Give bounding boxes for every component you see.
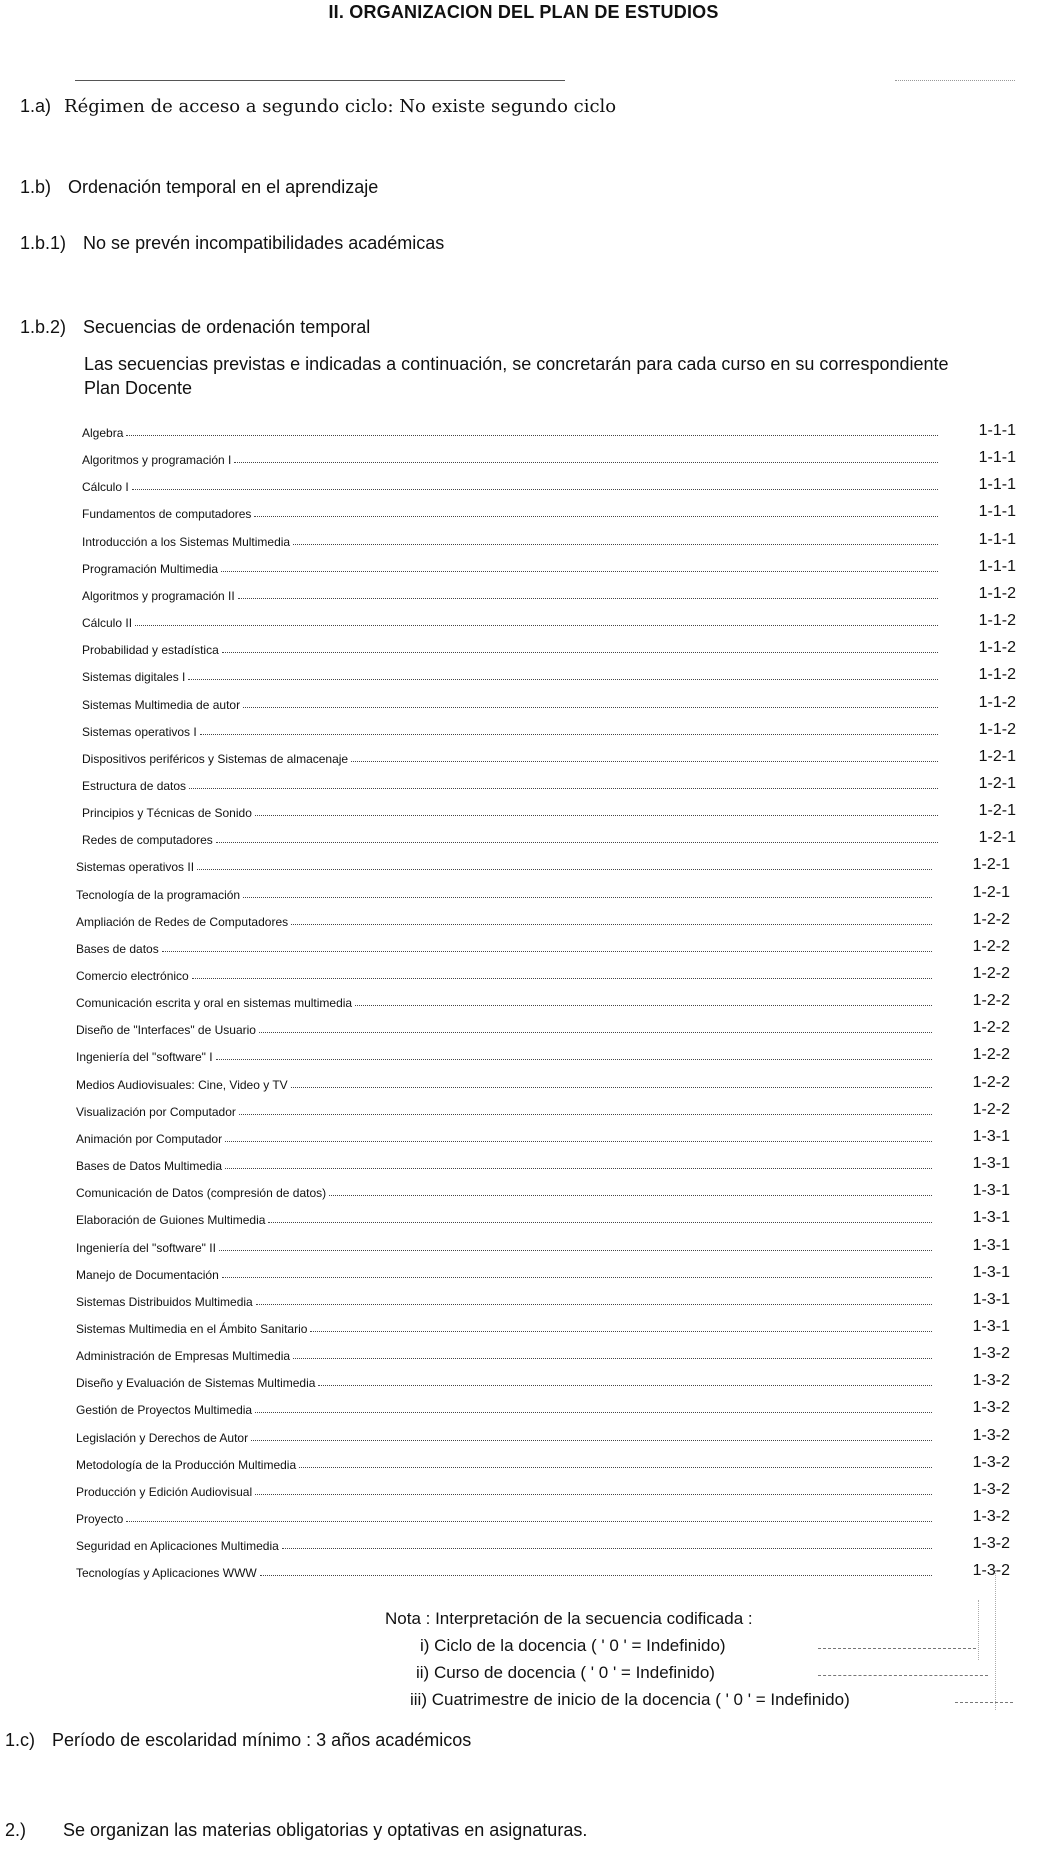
sequence-code: 1-3-2 [972, 1480, 1010, 1498]
item-1b [20, 177, 378, 198]
sequence-code: 1-3-2 [972, 1562, 1010, 1580]
leader-dots [255, 1412, 932, 1413]
sequence-code: 1-3-1 [972, 1182, 1010, 1200]
sequence-code: 1-1-1 [978, 557, 1016, 575]
sequence-row [76, 1017, 1010, 1037]
sequence-code: 1-3-2 [972, 1345, 1010, 1363]
leader-dots [268, 1222, 932, 1223]
subject-name: Algoritmos y programación I [82, 453, 232, 468]
item-1a-number: 1.a) [20, 96, 52, 116]
leader-dots [254, 516, 938, 517]
sequence-code: 1-2-1 [978, 747, 1016, 765]
sequence-code: 1-3-1 [972, 1317, 1010, 1335]
section-title: II. ORGANIZACION DEL PLAN DE ESTUDIOS [328, 2, 719, 22]
sequence-code: 1-3-2 [972, 1399, 1010, 1417]
sequence-row [76, 1452, 1010, 1472]
leader-dots [243, 897, 932, 898]
subject-name: Principios y Técnicas de Sonido [82, 806, 252, 821]
leader-dots [243, 707, 938, 708]
leader-dots [256, 1304, 932, 1305]
sequence-code: 1-3-1 [972, 1290, 1010, 1308]
item-1b2-text: Secuencias de ordenación temporal [83, 317, 371, 337]
sequence-code: 1-1-1 [978, 422, 1016, 439]
sequence-row [76, 854, 1010, 874]
sequence-code: 1-2-2 [972, 1100, 1010, 1118]
item-1b-text: Ordenación temporal en el aprendizaje [68, 177, 379, 197]
leader-dots [259, 1032, 932, 1033]
item-1c-text: Período de escolaridad mínimo : 3 años académicos [52, 1730, 472, 1750]
subject-name: Administración de Empresas Multimedia [76, 1349, 291, 1364]
scan-mark-2 [995, 1570, 996, 1710]
sequence-code: 1-1-2 [978, 693, 1016, 711]
leader-dots [329, 1195, 932, 1196]
leader-dots [189, 788, 938, 789]
sequence-code: 1-3-1 [972, 1209, 1010, 1227]
sequence-row [76, 1343, 1010, 1363]
subject-name: Cálculo I [82, 480, 129, 495]
faint-rule-right [895, 80, 1015, 81]
leader-dots [192, 978, 932, 979]
sequence-code: 1-2-2 [972, 910, 1010, 928]
sequence-code: 1-1-1 [978, 530, 1016, 548]
leader-dots [162, 951, 932, 952]
leader-dots [221, 571, 938, 572]
leader-dots [310, 1331, 932, 1332]
sequence-code: 1-3-2 [972, 1453, 1010, 1471]
sequence-row [76, 1316, 1010, 1336]
sequence-code: 1-3-2 [972, 1372, 1010, 1390]
sequence-code: 1-3-1 [972, 1263, 1010, 1281]
sequence-row [82, 773, 1016, 793]
subject-name: Algoritmos y programación II [82, 588, 235, 603]
sequence-row [76, 1506, 1010, 1526]
sequence-row [82, 420, 1016, 440]
sequence-code: 1-2-1 [978, 802, 1016, 820]
sequence-row [82, 610, 1016, 630]
item-2-text: Se organizan las materias obligatorias y optativas en asignaturas. [63, 1820, 588, 1840]
sequence-row [76, 1370, 1010, 1390]
subject-name: Elaboración de Guiones Multimedia [76, 1213, 266, 1228]
sequence-code: 1-2-2 [972, 992, 1010, 1010]
leader-dots [234, 462, 938, 463]
subject-name: Sistemas Multimedia en el Ámbito Sanitario [76, 1321, 308, 1336]
sequence-row [76, 882, 1010, 902]
sequence-row [76, 963, 1010, 983]
leader-dots [355, 1005, 932, 1006]
item-2 [5, 1820, 587, 1841]
sequence-code: 1-2-2 [972, 1073, 1010, 1091]
sequence-code: 1-1-2 [978, 639, 1016, 657]
note-item-ii: ii) Curso de docencia ( ' 0 ' = Indefinido) [416, 1663, 715, 1682]
leader-dots [282, 1548, 932, 1549]
note-heading: Nota : Interpretación de la secuencia codificada : [385, 1609, 753, 1628]
sequence-row [76, 1397, 1010, 1417]
sequence-code: 1-2-1 [978, 829, 1016, 847]
subject-name: Estructura de datos [82, 778, 187, 793]
leader-dots [255, 815, 938, 816]
leader-dots [188, 679, 938, 680]
scan-mark-1 [978, 1600, 979, 1660]
sequence-code: 1-3-1 [972, 1236, 1010, 1254]
sequence-row [76, 1425, 1010, 1445]
leader-dots [318, 1385, 932, 1386]
sequence-intro-line-1: Las secuencias previstas e indicadas a continuación, se concretarán para cada curso en su correspondiente [84, 354, 949, 374]
subject-name: Comunicación escrita y oral en sistemas multimedia [76, 996, 353, 1011]
sequence-code: 1-3-2 [972, 1535, 1010, 1553]
leader-dots [293, 1358, 932, 1359]
sequence-code: 1-2-2 [972, 937, 1010, 955]
subject-name: Metodología de la Producción Multimedia [76, 1457, 297, 1472]
sequence-code: 1-1-2 [978, 612, 1016, 630]
leader-dots [291, 924, 932, 925]
subject-name: Manejo de Documentación [76, 1267, 219, 1282]
subject-name: Diseño y Evaluación de Sistemas Multimedia [76, 1376, 316, 1391]
subject-name: Ampliación de Redes de Computadores [76, 914, 289, 929]
sequence-row [76, 909, 1010, 929]
sequence-row [82, 447, 1016, 467]
sequence-code: 1-2-1 [972, 856, 1010, 874]
note-line-i [818, 1648, 976, 1649]
leader-dots [126, 1521, 932, 1522]
leader-dots [200, 734, 938, 735]
sequence-row [76, 1099, 1010, 1119]
subject-name: Bases de Datos Multimedia [76, 1159, 223, 1174]
subject-name: Probabilidad y estadística [82, 643, 219, 658]
sequence-row [76, 1235, 1010, 1255]
item-2-number: 2.) [5, 1820, 27, 1840]
sequence-row [76, 1072, 1010, 1092]
sequence-code: 1-1-1 [978, 503, 1016, 521]
subject-name: Sistemas digitales I [82, 670, 186, 685]
leader-dots [293, 544, 938, 545]
subject-name: Producción y Edición Audiovisual [76, 1484, 253, 1499]
sequence-row [82, 692, 1016, 712]
sequence-code: 1-1-1 [978, 476, 1016, 494]
leader-dots [291, 1087, 932, 1088]
item-1b1-text: No se prevén incompatibilidades académicas [83, 233, 445, 253]
item-1a [20, 96, 616, 117]
leader-dots [351, 761, 938, 762]
sequence-code: 1-2-2 [972, 965, 1010, 982]
sequence-code: 1-2-1 [978, 774, 1016, 792]
item-1c [5, 1730, 471, 1751]
note-line-ii [818, 1675, 988, 1676]
leader-dots [126, 435, 938, 436]
item-1b2 [20, 317, 370, 338]
sequence-row [82, 637, 1016, 657]
subject-name: Sistemas operativos I [82, 724, 197, 739]
item-1b1-number: 1.b.1) [20, 233, 67, 253]
subject-name: Sistemas operativos II [76, 860, 195, 875]
leader-dots [222, 652, 938, 653]
subject-name: Fundamentos de computadores [82, 507, 252, 522]
sequence-row [82, 800, 1016, 820]
item-1b2-number: 1.b.2) [20, 317, 67, 337]
leader-dots [251, 1440, 932, 1441]
subject-name: Animación por Computador [76, 1131, 223, 1146]
sequence-code: 1-2-2 [972, 1046, 1010, 1064]
leader-dots [239, 1114, 932, 1115]
subject-name: Medios Audiovisuales: Cine, Video y TV [76, 1077, 288, 1092]
sequence-code: 1-3-1 [972, 1155, 1010, 1173]
sequence-code: 1-1-2 [978, 584, 1016, 602]
subject-name: Comunicación de Datos (compresión de datos) [76, 1186, 327, 1201]
sequence-row [76, 990, 1010, 1010]
sequence-code: 1-1-2 [978, 666, 1016, 684]
sequence-row [76, 1262, 1010, 1282]
subject-name: Diseño de "Interfaces" de Usuario [76, 1023, 256, 1038]
note-item-iii: iii) Cuatrimestre de inicio de la docencia ( ' 0 ' = Indefinido) [410, 1690, 850, 1709]
sequence-code: 1-2-2 [972, 1019, 1010, 1037]
leader-dots [135, 625, 938, 626]
subject-name: Comercio electrónico [76, 969, 189, 983]
sequence-code: 1-1-1 [978, 449, 1016, 467]
leader-dots [238, 598, 938, 599]
sequence-row [76, 1126, 1010, 1146]
subject-name: Sistemas Multimedia de autor [82, 697, 241, 712]
leader-dots [219, 1250, 932, 1251]
subject-name: Tecnologías y Aplicaciones WWW [76, 1566, 257, 1581]
sequence-code: 1-3-1 [972, 1127, 1010, 1145]
sequence-row [82, 746, 1016, 766]
subject-name: Legislación y Derechos de Autor [76, 1430, 249, 1445]
sequence-code: 1-3-2 [972, 1426, 1010, 1444]
sequence-code: 1-3-2 [972, 1508, 1010, 1525]
leader-dots [299, 1467, 932, 1468]
sequence-row [82, 556, 1016, 576]
subject-name: Seguridad en Aplicaciones Multimedia [76, 1539, 279, 1554]
sequence-row [76, 1289, 1010, 1309]
sequence-row [76, 1533, 1010, 1553]
subject-name: Sistemas Distribuidos Multimedia [76, 1294, 253, 1309]
sequence-row [82, 719, 1016, 739]
sequence-row [76, 936, 1010, 956]
sequence-row [76, 1044, 1010, 1064]
item-1a-text: Régimen de acceso a segundo ciclo: No existe segundo ciclo [64, 96, 617, 117]
subject-name: Algebra [82, 426, 124, 440]
sequence-intro-line-2: Plan Docente [84, 378, 193, 398]
note-line-iii [955, 1702, 1013, 1703]
subject-name: Cálculo II [82, 616, 133, 631]
sequence-row [82, 664, 1016, 684]
leader-dots [225, 1168, 932, 1169]
sequence-code: 1-2-1 [972, 883, 1010, 901]
leader-dots [260, 1575, 932, 1576]
subject-name: Tecnología de la programación [76, 887, 241, 902]
subject-name: Ingeniería del "software" I [76, 1050, 213, 1065]
leader-dots [197, 869, 932, 870]
sequence-row [76, 1153, 1010, 1173]
leader-dots [216, 842, 938, 843]
subject-name: Programación Multimedia [82, 561, 219, 576]
sequence-row [76, 1180, 1010, 1200]
title-underline [75, 80, 565, 81]
subject-name: Gestión de Proyectos Multimedia [76, 1403, 253, 1418]
subject-name: Dispositivos periféricos y Sistemas de almacenaje [82, 751, 349, 766]
sequence-row [76, 1207, 1010, 1227]
sequence-row [82, 827, 1016, 847]
leader-dots [222, 1277, 932, 1278]
subject-name: Redes de computadores [82, 833, 213, 848]
item-1b1 [20, 233, 444, 254]
subject-name: Introducción a los Sistemas Multimedia [82, 534, 291, 549]
subject-name: Bases de datos [76, 941, 159, 956]
leader-dots [255, 1494, 932, 1495]
subject-name: Proyecto [76, 1512, 124, 1526]
sequence-row [82, 529, 1016, 549]
leader-dots [216, 1059, 932, 1060]
sequence-row [82, 583, 1016, 603]
note-item-i: i) Ciclo de la docencia ( ' 0 ' = Indefinido) [420, 1636, 726, 1655]
subject-name: Visualización por Computador [76, 1104, 236, 1119]
sequence-row [76, 1479, 1010, 1499]
leader-dots [132, 489, 938, 490]
sequence-code: 1-1-2 [978, 720, 1016, 738]
item-1b-number: 1.b) [20, 177, 52, 197]
sequence-row [82, 501, 1016, 521]
sequence-row [82, 474, 1016, 494]
subject-name: Ingeniería del "software" II [76, 1240, 216, 1255]
item-1c-number: 1.c) [5, 1730, 36, 1750]
sequence-row [76, 1560, 1010, 1580]
leader-dots [225, 1141, 932, 1142]
